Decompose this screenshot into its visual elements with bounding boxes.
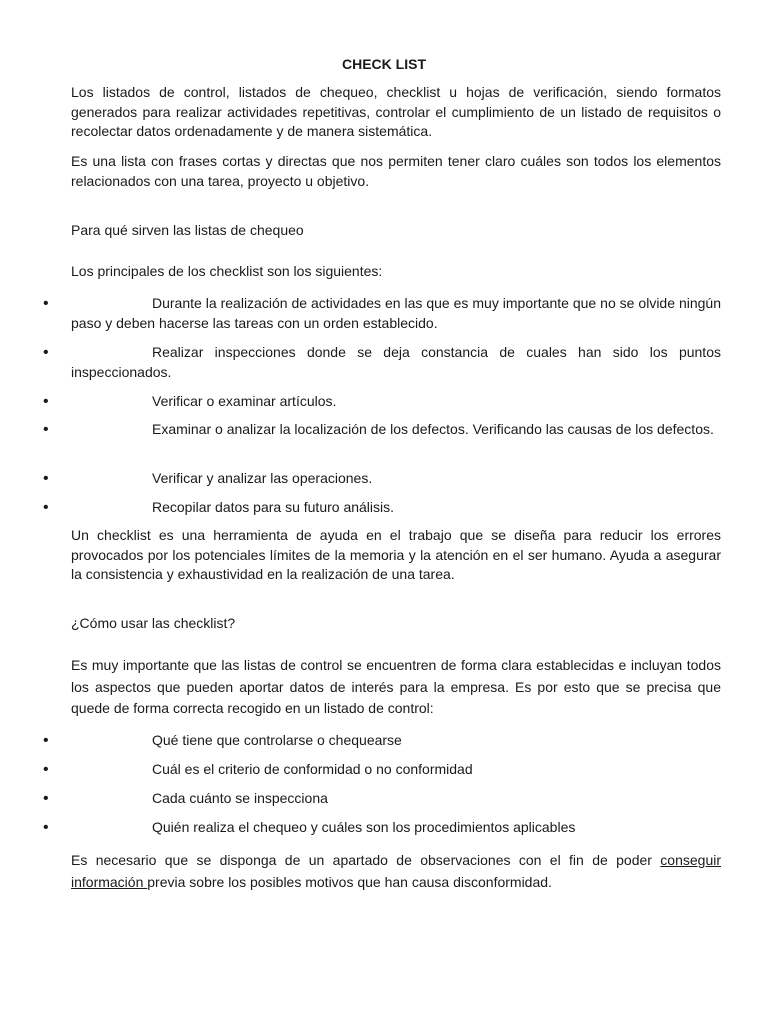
list-item <box>71 392 721 412</box>
bullet-marker: • <box>43 761 49 778</box>
list-item-text: Qué tiene que controlarse o chequearse <box>152 732 402 748</box>
conseguir-informacion-link[interactable]: conseguir información <box>71 852 721 890</box>
closing-text-end: previa sobre los posibles motivos que han causa disconformidad. <box>147 874 552 890</box>
list-item <box>71 731 721 751</box>
closing-text-start: Es necesario que se disponga de un apartado de observaciones con el fin de poder <box>71 852 661 868</box>
bullet-marker: • <box>43 470 49 487</box>
section-lead-usage: Es muy importante que las listas de control se encuentren de forma clara establecidas e incluyan todos los aspectos que pueden aportar datos de interés para la empresa. Es por esto que se precisa que quede de forma correcta recogido en un listado de control: <box>71 657 721 716</box>
list-item-text: Examinar o analizar la localización de los defectos. Verificando las causas de los defectos. <box>152 421 714 437</box>
bullet-marker: • <box>43 344 49 361</box>
bullet-marker: • <box>43 295 49 312</box>
bullet-marker: • <box>43 393 49 410</box>
bullet-marker: • <box>43 819 49 836</box>
document-title: CHECK LIST <box>342 56 426 72</box>
list-item-text: Quién realiza el chequeo y cuáles son los procedimientos aplicables <box>152 819 576 835</box>
bullet-marker: • <box>43 790 49 807</box>
list-item <box>71 294 721 333</box>
list-item <box>71 420 721 440</box>
list-item <box>71 760 721 780</box>
bullet-marker: • <box>43 499 49 516</box>
list-item <box>71 818 721 838</box>
list-item-text: Realizar inspecciones donde se deja constancia de cuales han sido los puntos inspeccionados. <box>71 344 721 380</box>
bullet-marker: • <box>43 732 49 749</box>
list-item <box>71 343 721 382</box>
list-item-text: Cada cuánto se inspecciona <box>152 790 328 806</box>
bullet-marker: • <box>43 421 49 438</box>
list-item-text: Durante la realización de actividades en las que es muy importante que no se olvide ningún paso y deben hacerse las tareas con un orden establecido. <box>71 295 721 331</box>
list-item-text: Verificar y analizar las operaciones. <box>152 470 373 486</box>
list-item <box>71 498 721 518</box>
closing-paragraph <box>71 849 721 893</box>
list-item-text: Verificar o examinar artículos. <box>152 393 337 409</box>
section-lead-purpose: Los principales de los checklist son los siguientes: <box>71 263 383 279</box>
intro-paragraph-1: Los listados de control, listados de chequeo, checklist u hojas de verificación, siendo formatos generados para realizar actividades repetitivas, controlar el cumplimiento de un listado de requisitos o recolectar datos ordenadamente y de manera sistemática. <box>71 84 721 139</box>
intro-paragraph-2: Es una lista con frases cortas y directas que nos permiten tener claro cuáles son todos los elementos relacionados con una tarea, proyecto u objetivo. <box>71 153 721 189</box>
list-item <box>71 469 721 489</box>
list-item-text: Cuál es el criterio de conformidad o no conformidad <box>152 761 473 777</box>
section-heading-purpose: Para qué sirven las listas de chequeo <box>71 222 304 238</box>
list-item-text: Recopilar datos para su futuro análisis. <box>152 499 395 515</box>
list-item <box>71 789 721 809</box>
section-closing-paragraph: Un checklist es una herramienta de ayuda en el trabajo que se diseña para reducir los errores provocados por los potenciales límites de la memoria y la atención en el ser humano. Ayuda a asegurar la consistencia y exhaustividad en la realización de una tarea. <box>71 527 721 582</box>
section-heading-usage: ¿Cómo usar las checklist? <box>71 615 236 631</box>
